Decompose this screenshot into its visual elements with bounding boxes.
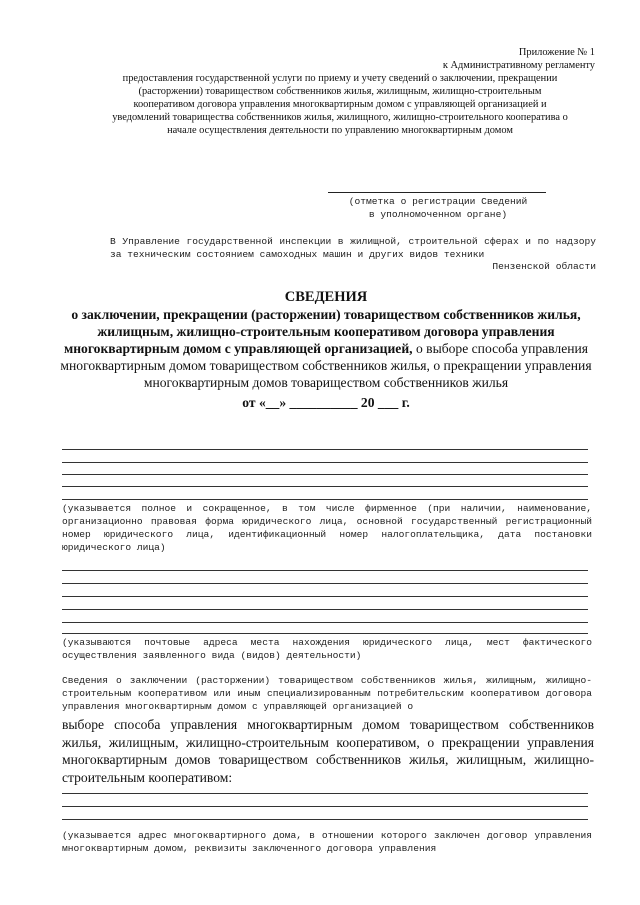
title-date: от «__» __________ 20 ___ г. [242,395,410,410]
appendix-description [35,72,595,137]
blank-line [62,633,588,634]
registration-note [318,195,558,221]
blank-line [62,806,588,807]
appendix-description-line: предоставления государственной услуги по приему и учету сведений о заключении, прекращении [122,73,558,84]
appendix-description-line: уведомлений товарищества собственников жилья, жилищного, жилищно-строительного кооператива о [112,112,568,123]
title-subject [60,306,592,391]
addressee-text: В Управление государственной инспекции в жилищной, строительной сферах и по надзору за техническим состоянием самоходных машин и других видов техники [110,236,596,260]
addressee [110,236,596,274]
blank-line [62,596,588,597]
blank-line [62,570,588,571]
blank-line [62,499,588,500]
appendix-description-line: (расторжении) товариществом собственников жилья, жилищным, жилищно-строительным [138,86,542,97]
legal-entity-note: (указывается полное и сокращенное, в том числе фирменное (при наличии, наименование, организационно правовая форма юридического лица, основной государственный регистрационный номер юридического лица, идентификационный номер налогоплательщика, дата постановки юридического лица) [62,503,592,553]
appendix-number: Приложение № 1 [518,47,595,58]
body-main: выборе способа управления многоквартирным домом товариществом собственников жилья, жилищным, жилищно-строительным кооперативом, о прекращении управления многоквартирным домов товариществом собственников жилья, жилищным, жилищно-строительным кооперативом: [62,717,594,785]
appendix-regulation: к Административному регламенту [442,60,595,71]
blank-line [62,583,588,584]
blank-line [62,486,588,487]
appendix-description-line: начале осуществления деятельности по управлению многоквартирным домом [167,125,513,136]
blank-line [62,449,588,450]
addressee-region: Пензенской области [492,261,596,272]
blank-line [62,609,588,610]
addresses-note: (указываются почтовые адреса места нахождения юридического лица, мест фактического осуществления заявленного вида (видов) деятельности) [62,637,592,661]
blank-line [62,622,588,623]
title-subject-normal: о выборе способа управления многоквартирным домом товариществом собственников жилья, о прекращении управления многоквартирным домов товариществом собственников жилья [60,341,592,390]
blank-line [62,462,588,463]
appendix-header [35,46,595,137]
title-subject-bold: о заключении, прекращении (расторжении) товариществом собственников жилья, жилищным, жилищно-строительным кооперативом договора управления многоквартирным домом с управляющей организацией, [63,307,581,356]
document-title [60,289,592,411]
registration-signature-line [328,192,546,193]
blank-line [62,474,588,475]
blank-line [62,819,588,820]
house-note: (указывается адрес многоквартирного дома, в отношении которого заключен договор управления многоквартирным домом, реквизиты заключенного договора управления [62,830,592,854]
blank-line [62,793,588,794]
appendix-description-line: кооперативом договора управления многоквартирным домом с управляющей организацией и [133,99,547,110]
title-heading: СВЕДЕНИЯ [284,289,368,305]
body-intro: Сведения о заключении (расторжении) товариществом собственников жилья, жилищным, жилищно-строительным кооперативом или иным специализированным потребительским кооперативом договора управления многоквартирным домом с управляющей организацией о [62,675,592,712]
registration-note-line: (отметка о регистрации Сведений [348,196,528,207]
registration-note-line: в уполномоченном органе) [368,209,508,220]
